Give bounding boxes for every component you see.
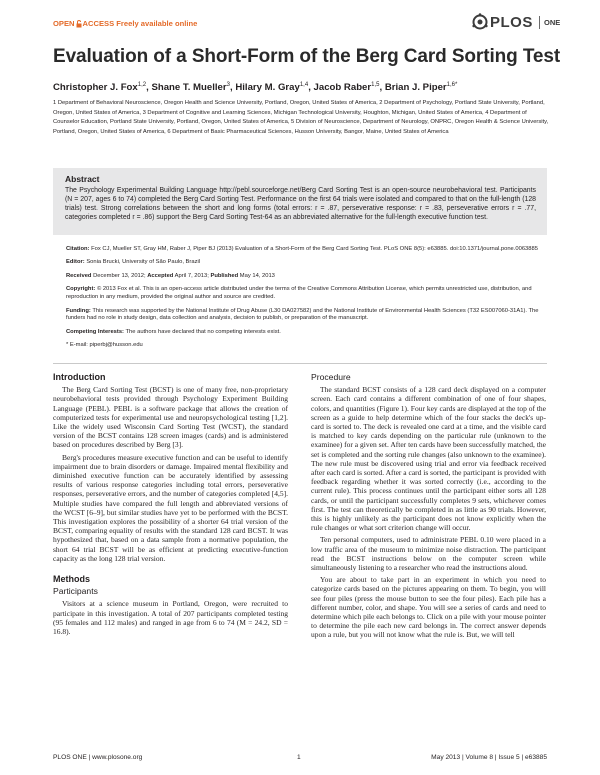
corresponding-email: * E-mail: piperbj@husson.edu: [66, 342, 143, 349]
paragraph: You are about to take part in an experiment in which you need to categorize cards based on the pictures appearing on them. To begin, you will see four piles (press the mouse button to see the four piles). Each pile has a different number, color, and shape. You will see a series of cards and need to determine which pile each belongs to. Click on a pile with your mouse pointer to determine the pile each new card belongs in. The correct answer depends upon a rule, but you will not know what the rule is. But, we will tell: [311, 575, 546, 640]
journal-subname: ONE: [544, 18, 561, 27]
paragraph: Visitors at a science museum in Portland, Oregon, were recruited to participate in this investigation. A total of 207 participants completed testing (95 females and 112 males) and ranged in age from 6 to 74 (M = 24.2, SD = 16.8).: [53, 599, 288, 637]
procedure-heading: Procedure: [311, 372, 351, 382]
dates: Received December 13, 2012; Accepted April 7, 2013; Published May 14, 2013: [66, 272, 275, 279]
citation: Citation: Fox CJ, Mueller ST, Gray HM, Raber J, Piper BJ (2013) Evaluation of a Short-Form of the Berg Card Sorting Test. PLoS ONE 8(5): e63885. doi:10.1371/journal.pone.0063885: [66, 246, 538, 252]
competing-interests: Competing Interests: The authors have declared that no competing interests exist.: [66, 328, 281, 335]
paragraph: Ten personal computers, used to administrate PEBL 0.10 were placed in a low traffic area of the museum to minimize noise distraction. The participant read the BCST instructions below on the computer screen while simultaneously listening to a researcher who read the instructions aloud.: [311, 535, 546, 573]
section-divider: [53, 363, 547, 364]
paragraph: The standard BCST consists of a 128 card deck displayed on a computer screen. Each card contains a different combination of one of four shapes, colors, and quantities (Figure 1). Four key cards are displayed at the top of the screen as a guide to help determine which of the four stacks the deck's up-card is sorted to. The deck is revealed one card at a time, and the visible card is matched to key cards depending on the particular rule (unknown to the examinee) for a given set. After ten cards have been successfully matched, the set is completed and the sorting rule changes (also unknown to the examinee). The new rule must be discovered using trial and error via feedback received after each card is sorted. After a card is sorted, the participant is provided with feedback regarding whether it was sorted correctly (i.e., according to the current rule). This process continues until the participant either sorts all 128 cards, or until the participant successfully completes 9 sets, whichever comes first. The test can theoretically be completed in as little as 90 trials. However, this is highly unlikely as the participant does not know explicitly when the rule changes or what sort criterion change will occur.: [311, 385, 546, 533]
author: Hilary M. Gray$^{1,4}$,: [235, 82, 314, 94]
article-metadata: [66, 246, 550, 356]
footer-journal: PLOS ONE | www.plosone.org: [53, 754, 143, 761]
body-column-right: [311, 373, 546, 643]
funding: Funding: This research was supported by the National Institute of Drug Abuse (L30 DA027582) and the National Institute of Environmental Health Sciences (T32 ES007060-31A1). The funders had no role in study design, data collection and analysis, decision to publish, or preparation of the manuscript.: [66, 307, 539, 322]
plos-mark-icon: [472, 13, 488, 31]
editor: Editor: Sonia Brucki, University of São Paulo, Brazil: [66, 259, 201, 266]
logo-divider: [539, 16, 540, 29]
author: Christopher J. Fox$^{1,2}$,: [53, 82, 152, 94]
affiliations: 1 Department of Behavioral Neuroscience, Oregon Health and Science University, Portland, Oregon, United States of America, 2 Department of Psychology, Portland State University, Portland, Oregon, United States of America, 3 Department of Cognitive and Learning Sciences, Michigan Technological University, Houghton, Michigan, United States of America, 4 Department of Counselor Education, Portland State University, Portland, Oregon, United States of America, 5 Division of Neuroscience, Department of Neurology, ONPRC, Oregon Health & Science University, Portland, Oregon, United States of America, 6 Department of Basic Pharmaceutical Sciences, Husson University, Bangor, Maine, United States of America: [53, 100, 549, 135]
author: Shane T. Mueller$^3$,: [151, 82, 236, 94]
body-column-left: [53, 373, 288, 639]
copyright: Copyright: © 2013 Fox et al. This is an open-access article distributed under the terms of the Creative Commons Attribution License, which permits unrestricted use, distribution, and reproduction in any medium, provided the original author and source are credited.: [66, 286, 532, 301]
author: Jacob Raber$^{1,5}$,: [313, 82, 385, 94]
author: Brian J. Piper$^{1,6*}$: [384, 82, 458, 94]
abstract-heading: Abstract: [65, 174, 100, 184]
open-access-badge: OPEN ACCESS Freely available online: [53, 19, 198, 28]
abstract-box: [53, 168, 547, 235]
journal-name: PLOS: [490, 14, 533, 31]
open-lock-icon: [76, 20, 82, 28]
methods-heading: Methods: [53, 574, 90, 585]
paragraph: The Berg Card Sorting Test (BCST) is one of many free, non-proprietary neurobehavioral tests provided through Psychology Experiment Building Language (PEBL). PEBL is a software package that allows the creation of computerized tests for experimental use and neuropsychological testing [1,2]. Like the widely used Wisconsin Card Sorting Test (WCST), the standard version of the BCST contains 128 screen images (cards) and is administered based on procedures described by Berg [3].: [53, 385, 288, 450]
footer-issue: May 2013 | Volume 8 | Issue 5 | e63885: [431, 754, 547, 761]
article-title: Evaluation of a Short-Form of the Berg Card Sorting Test: [53, 46, 561, 67]
abstract-text: The Psychology Experimental Building Language http://pebl.sourceforge.net/Berg Card Sorting Test is an open-source neurobehavioral test. Participants (N = 207, ages 6 to 74) completed the Berg Card Sorting Test. Performance on the first 64 trials were isolated and compared to that on the full-length (128 trials) test. Strong correlations between the short and long forms (total errors: r = .87, perseverative response: r = .83, perseverative errors r = .77, categories completed r = .86) support the Berg Card Sorting Test-64 as an abbreviated alternative for the full-length executive function test.: [65, 187, 536, 222]
page-number: 1: [297, 754, 301, 761]
paragraph: Berg's procedures measure executive function and can be useful to identify impairment due to brain disorders or damage. Impaired mental flexibility and diminished executive function can be accurately identified by assessing results of various response categories including total errors, perseverative responses, perseverative errors, and the number of categories completed [4,5]. Multiple studies have compared the full length and abbreviated versions of the WCST [6–9], but similar studies have yet to be performed with the BCST. This investigation explores the possibility of a shorter 64 trial version of the BCST, comparing equality of results with the standard 128 card BCST. It was hypothesized that, based on a data sample from a normative population, the short 64 trial BCST will be as efficient at predicting executive-function capacity as the long 128 trial version.: [53, 452, 288, 563]
introduction-heading: Introduction: [53, 372, 106, 382]
author-list: [53, 82, 553, 93]
participants-heading: Participants: [53, 586, 98, 597]
